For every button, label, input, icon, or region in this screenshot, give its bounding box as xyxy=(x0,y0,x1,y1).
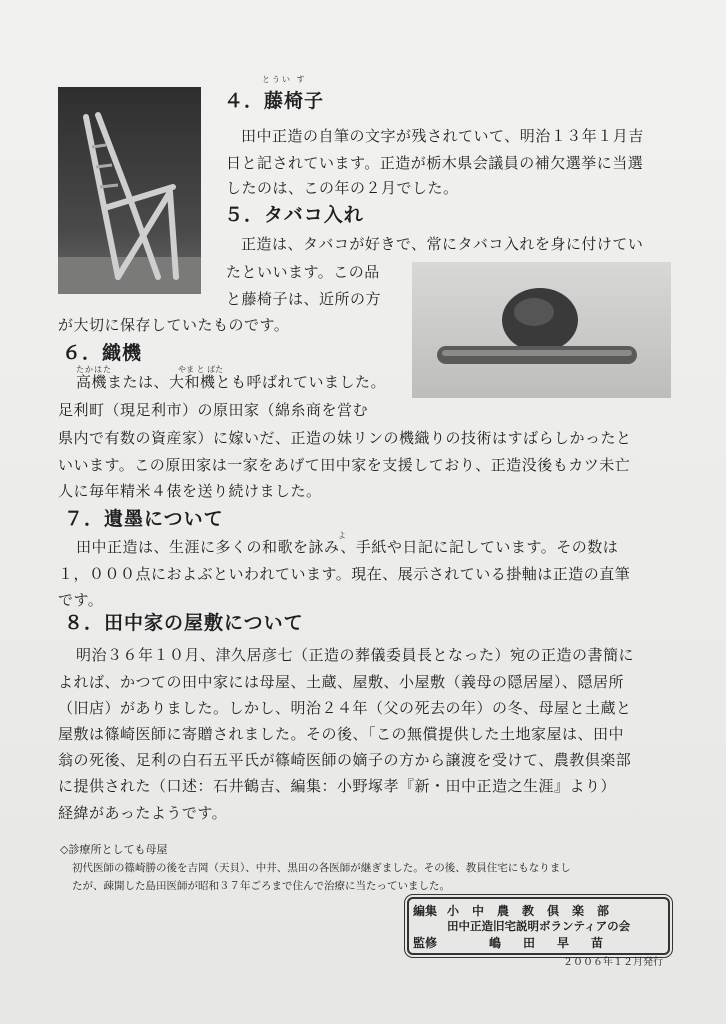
s7-heading: ７．遺墨について xyxy=(64,508,224,530)
s4-line-3: したのは、この年の２月でした。 xyxy=(226,179,459,197)
s8-heading: ８．田中家の屋敷について xyxy=(64,612,304,634)
s7-ruby: よ xyxy=(338,531,348,540)
s8-line-7: 経緯があったようです。 xyxy=(58,804,228,822)
s5-line-1: 正造は、タバコが好きで、常にタバコ入れを身に付けてい xyxy=(241,235,644,253)
s5-heading: ５．タバコ入れ xyxy=(224,204,364,226)
credits-box xyxy=(407,897,670,955)
pouch-image xyxy=(412,262,671,398)
note-line-1: 初代医師の篠崎勝の後を吉岡（天貝）、中井、黒田の各医師が継ぎました。その後、教員住宅にもなりまし xyxy=(72,862,571,874)
s6-heading: ６．織機 xyxy=(62,342,143,364)
credits-edit-row-1 xyxy=(413,902,622,919)
s4-line-1: 田中正造の自筆の文字が残されていて、明治１３年１月吉 xyxy=(241,127,644,145)
s6-line-4: いいます。この原田家は一家をあげて田中家を支援しており、正造没後もカツ未亡 xyxy=(58,456,631,474)
note-line-2: たが、疎開した島田医師が昭和３７年ごろまで住んで治療に当たっていました。 xyxy=(72,880,450,892)
credits-supervise-label: 監修 xyxy=(413,936,438,950)
s6-ruby-a: たかはた xyxy=(76,365,112,374)
s7-line-2: １，０００点におよぶといわれています。現在、展示されている掛軸は正造の直筆 xyxy=(58,565,631,583)
s5-line-2: たといいます。この品 xyxy=(226,263,380,281)
s4-line-2: 日と記されています。正造が栃木県会議員の補欠選挙に当選 xyxy=(226,154,644,172)
credits-edit-row-2 xyxy=(413,918,630,934)
note-title: ◇診療所としても母屋 xyxy=(60,843,168,856)
s5-line-3: と藤椅子は、近所の方 xyxy=(226,290,382,308)
publication-date: ２００６年１２月発行 xyxy=(563,957,663,968)
s6-line-5: 人に毎年精米４俵を送り続けました。 xyxy=(58,482,322,500)
s7-line-1: 田中正造は、生涯に多くの和歌を詠み、手紙や日記に記しています。その数は xyxy=(76,538,619,556)
s8-line-5: 翁の死後、足利の白石五平氏が篠崎医師の嫡子の方から譲渡を受けて、農教倶楽部 xyxy=(58,751,632,769)
s5-line-4: が大切に保存していたものです。 xyxy=(58,316,290,334)
rattan-chair-photo xyxy=(58,87,201,294)
credits-edit-value-2: 田中正造旧宅説明ボランティアの会 xyxy=(447,919,631,933)
credits-supervise-value: 嶋田早苗 xyxy=(489,936,626,950)
tobacco-pouch-photo xyxy=(412,262,671,398)
s4-heading: ４．藤椅子 xyxy=(224,90,325,112)
credits-edit-value-1: 小中農教倶楽部 xyxy=(447,904,623,918)
credits-edit-label: 編集 xyxy=(413,904,438,918)
s7-line-3: です。 xyxy=(58,591,104,609)
s6-ruby-b: やま と ばた xyxy=(178,365,224,374)
credits-supervise-row xyxy=(413,934,625,951)
s6-line-3: 県内で有数の資産家）に嫁いだ、正造の妹リンの機織りの技術はすばらしかったと xyxy=(58,429,632,447)
s6-line-1: 高機または、大和機とも呼ばれていました。 xyxy=(76,373,387,391)
s8-line-1: 明治３６年１０月、津久居彦七（正造の葬儀委員長となった）宛の正造の書簡に xyxy=(76,646,635,664)
s8-line-2: よれば、かつての田中家には母屋、土蔵、屋敷、小屋敷（義母の隠居屋）、隠居所 xyxy=(58,673,625,691)
chair-image xyxy=(58,87,201,294)
s8-line-3: （旧店）がありました。しかし、明治２４年（父の死去の年）の冬、母屋と土蔵と xyxy=(58,699,632,717)
s4-ruby: とうい す xyxy=(262,75,307,84)
s8-line-6: に提供された（口述：石井鶴吉、編集：小野塚孝『新・田中正造之生涯』より） xyxy=(58,777,617,795)
s8-line-4: 屋敷は篠崎医師に寄贈されました。その後、「この無償提供した土地家屋は、田中 xyxy=(58,725,625,743)
s6-line-2: 足利町（現足利市）の原田家（綿糸商を営む xyxy=(58,401,369,419)
